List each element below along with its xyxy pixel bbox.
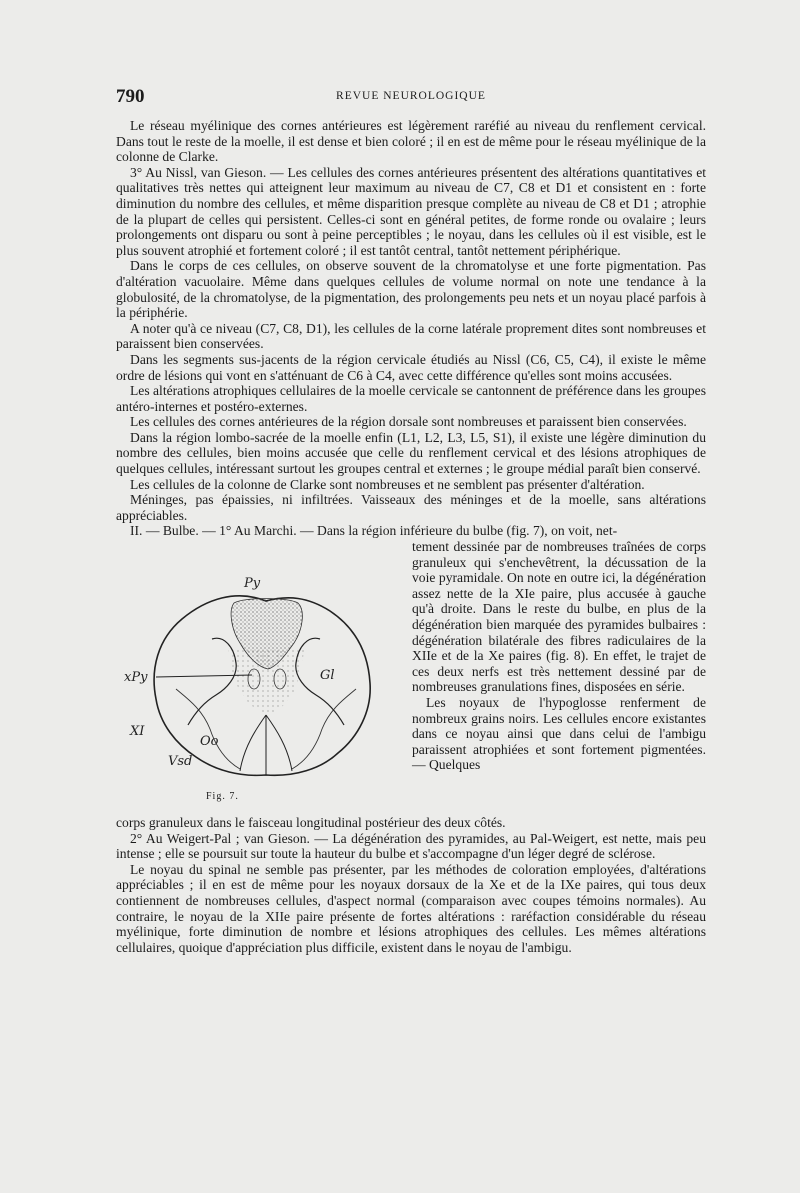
paragraph: Le noyau du spinal ne semble pas présenter, par les méthodes de coloration employées, d'altérations appréciables ; il en est de même pour les noyaux dorsaux de la Xe et de la IXe paires, qui tous deux contiennent de nombreuses cellules, d'aspect normal (comparaison avec coupes témoins normales). Au contraire, le noyau de la XIIe paire présente de fortes altérations : raréfaction considérable du réseau myélinique, forte diminution de nombre et lésions atrophiques des cellules. Les mêmes altérations cellulaires, quoique d'appréciation plus difficile, existent dans le noyau de l'ambigu.	[116, 861, 706, 955]
paragraph: II. — Bulbe. — 1° Au Marchi. — Dans la région inférieure du bulbe (fig. 7), on voit, net-	[130, 523, 618, 539]
paragraph: Méninges, pas épaissies, ni infiltrées. Vaisseaux des méninges et de la moelle, sans altérations appréciables.	[116, 492, 706, 523]
medulla-section-figure	[116, 539, 406, 811]
paragraph: Le réseau myélinique des cornes antérieures est légèrement raréfié au niveau du renflement cervical. Dans tout le reste de la moelle, il est dense et bien coloré ; il en est de même pour le réseau myélinique de la colonne de Clarke.	[116, 118, 706, 165]
label-oo: Oo	[200, 734, 219, 750]
decussation-area	[228, 647, 304, 715]
article-body	[116, 118, 706, 955]
paragraph: Dans les segments sus-jacents de la région cervicale étudiés au Nissl (C6, C5, C4), il existe le même ordre de lésions qui vont en s'atténuant de C6 à C4, avec cette différence qu'elles sont moins accusées.	[116, 351, 706, 383]
paragraph: Les noyaux de l'hypoglosse renferment de nombreux grains noirs. Les cellules encore existantes dans ce noyau ainsi que dans celui de l'ambigu paraissent atrophiées et sont fortement pigmentées. — Quelques	[412, 694, 706, 773]
label-xi: XI	[130, 724, 145, 740]
page-header	[116, 86, 706, 110]
label-gl: Gl	[320, 668, 335, 684]
posterior-columns	[240, 715, 292, 775]
paragraph: Les altérations atrophiques cellulaires de la moelle cervicale se cantonnent de préférence dans les groupes antéro-internes et postéro-externes.	[116, 383, 706, 414]
paragraph: corps granuleux dans le faisceau longitudinal postérieur des deux côtés.	[116, 815, 506, 831]
page-number: 790	[116, 86, 145, 107]
figure-block	[116, 539, 706, 815]
label-xpy: xPy	[124, 670, 148, 686]
paragraph: Les cellules de la colonne de Clarke sont nombreuses et ne semblent pas présenter d'altération.	[130, 476, 645, 492]
label-py: Py	[244, 576, 261, 592]
running-title: REVUE NEUROLOGIQUE	[336, 90, 486, 102]
paragraph: Les cellules des cornes antérieures de la région dorsale sont nombreuses et paraissent bien conservées.	[130, 414, 687, 430]
paragraph: tement dessinée par de nombreuses traînées de corps granuleux qui s'enchevêtrent, la décussation de la voie pyramidale. On note en outre ici, la dégénération assez nette de la XIe paire, plus accusée à gauche qu'à droite. Dans le reste du bulbe, en plus de la dégénération bien marquée des pyramides bulbaires : dégénération bilatérale des fibres radiculaires de la XIIe et de la Xe paires (fig. 8). En effet, le trajet de ces deux nerfs est très nettement dessiné par de nombreuses granulations fines, disposées en série.	[412, 539, 706, 695]
figure-side-text	[412, 539, 706, 773]
paragraph: 2° Au Weigert-Pal ; van Gieson. — La dégénération des pyramides, au Pal-Weigert, est nette, mais peu intense ; elle se poursuit sur toute la hauteur du bulbe et s'accompagne d'un léger degré de sclérose.	[116, 830, 706, 862]
paragraph: Dans le corps de ces cellules, on observe souvent de la chromatolyse et une forte pigmentation. Pas d'altération vacuolaire. Même dans quelques cellules de volume normal on note une tendance à la globulosité, de la chromatolyse, de la pigmentation, des prolongements peu nets et un noyau placé parfois à la périphérie.	[116, 258, 706, 321]
label-vsd: Vsd	[168, 754, 193, 770]
figure-caption: Fig. 7.	[206, 791, 239, 803]
paragraph: 3° Au Nissl, van Gieson. — Les cellules des cornes antérieures présentent des altérations quantitatives et qualitatives très nettes qui atteignent leur maximum au niveau de C7, C8 et D1 et consistent en : forte diminution du nombre des cellules, et même disparition presque complète au niveau de C8 et D1 ; atrophie de la plupart de celles qui persistent. Celles-ci sont en général petites, de forme ronde ou ovalaire ; leurs prolongements ont disparu ou sont à peine perceptibles ; le noyau, dans les cellules où il est visible, est le plus souvent atrophié et fortement coloré ; il est tantôt central, tantôt nettement périphérique.	[116, 164, 706, 258]
paragraph: A noter qu'à ce niveau (C7, C8, D1), les cellules de la corne latérale proprement dites sont nombreuses et paraissent bien conservées.	[116, 320, 706, 352]
paragraph: Dans la région lombo-sacrée de la moelle enfin (L1, L2, L3, L5, S1), il existe une légère diminution du nombre des cellules, bien moins accusée que celle du renflement cervical et des lésions atrophiques de quelques cellules, intéressant surtout les groupes central et externes ; le groupe médial paraît bien conservé.	[116, 429, 706, 477]
